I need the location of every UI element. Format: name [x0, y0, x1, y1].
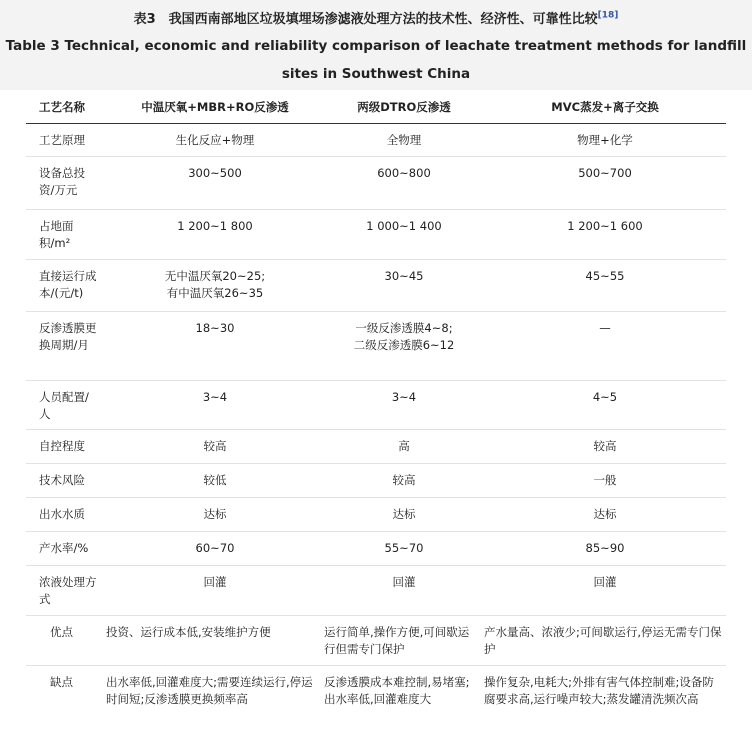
table-row: [26, 616, 726, 666]
table-cell: 投资、运行成本低,安装维护方便: [106, 616, 324, 666]
row-label: 产水率/%: [26, 532, 106, 566]
table-cell: 3~4: [106, 381, 324, 430]
table-cell: 较低: [106, 464, 324, 498]
table-cell: 生化反应+物理: [106, 124, 324, 157]
row-label: 设备总投资/万元: [26, 157, 106, 210]
table-cell: 55~70: [324, 532, 484, 566]
table-cell: 3~4: [324, 381, 484, 430]
table-cell: 1 000~1 400: [324, 210, 484, 260]
table-cell: 300~500: [106, 157, 324, 210]
row-label: 自控程度: [26, 430, 106, 464]
table-cell: 达标: [324, 498, 484, 532]
row-label: 优点: [26, 616, 106, 666]
table-row: [26, 210, 726, 260]
table-cell: 出水率低,回灌难度大;需要连续运行,停运时间短;反渗透膜更换频率高: [106, 675, 313, 706]
table-cell: 30~45: [324, 260, 484, 312]
row-label: 直接运行成本/(元/t): [26, 260, 106, 312]
row-label: 反渗透膜更换周期/月: [26, 312, 106, 381]
table-caption: [0, 0, 752, 90]
table-cell: 回灌: [484, 566, 726, 616]
table-row: [26, 312, 726, 381]
comparison-table: [26, 90, 726, 726]
row-label: 技术风险: [26, 464, 106, 498]
table-cell: 较高: [106, 430, 324, 464]
header-method-1: 中温厌氧+MBR+RO反渗透: [106, 90, 324, 124]
table-row: [26, 532, 726, 566]
table-row: [26, 498, 726, 532]
table-cell: 1 200~1 600: [484, 210, 726, 260]
table-cell: 600~800: [324, 157, 484, 210]
table-header-row: [26, 90, 726, 124]
table-cell: 18~30: [106, 312, 324, 381]
table-cell: 高: [324, 430, 484, 464]
table-cell: 达标: [106, 498, 324, 532]
header-process-name: 工艺名称: [26, 90, 106, 124]
row-label: 占地面积/m²: [26, 210, 106, 260]
table-row: [26, 666, 726, 726]
row-label: 缺点: [50, 675, 73, 689]
table-cell: 反渗透膜成本难控制,易堵塞;出水率低,回灌难度大: [324, 675, 470, 706]
table-row: [26, 464, 726, 498]
row-label: 出水水质: [26, 498, 106, 532]
table-cell: 产水量高、浓液少;可间歇运行,停运无需专门保护: [484, 616, 726, 666]
table-cell: 回灌: [106, 566, 324, 616]
table-cell: 45~55: [484, 260, 726, 312]
table-cell: 较高: [484, 430, 726, 464]
header-method-2: 两级DTRO反渗透: [324, 90, 484, 124]
table-row: [26, 124, 726, 157]
table-cell: 操作复杂,电耗大;外排有害气体控制难;设备防腐要求高,运行噪声较大;蒸发罐清洗频次高: [484, 675, 714, 706]
table-cell: 一般: [484, 464, 726, 498]
table-cell: 500~700: [484, 157, 726, 210]
table-cell: 60~70: [106, 532, 324, 566]
citation-link[interactable]: [18]: [597, 10, 619, 21]
table-cell: 回灌: [324, 566, 484, 616]
table-row: [26, 157, 726, 210]
caption-title-en-line1: Table 3 Technical, economic and reliability comparison of leachate treatment methods for landfill: [5, 38, 747, 54]
table-cell: 85~90: [484, 532, 726, 566]
header-method-3: MVC蒸发+离子交换: [484, 90, 726, 124]
caption-title-en-line2: sites in Southwest China: [281, 66, 471, 82]
row-label: 浓液处理方式: [26, 566, 106, 616]
table-cell: 全物理: [324, 124, 484, 157]
row-label: 工艺原理: [26, 124, 106, 157]
table-row: [26, 381, 726, 430]
table-cell: 运行简单,操作方便,可间歇运行但需专门保护: [324, 616, 484, 666]
table-cell: 达标: [484, 498, 726, 532]
table-row: [26, 430, 726, 464]
table-cell: 4~5: [484, 381, 726, 430]
row-label: 人员配置/人: [26, 381, 106, 430]
table-cell: 1 200~1 800: [106, 210, 324, 260]
caption-title-zh: 表3 我国西南部地区垃圾填埋场渗滤液处理方法的技术性、经济性、可靠性比较[18]: [133, 10, 619, 27]
table-cell: 物理+化学: [484, 124, 726, 157]
table-cell: 较高: [324, 464, 484, 498]
table-cell: —: [484, 312, 726, 381]
table-cell: 无中温厌氧20~25; 有中温厌氧26~35: [106, 260, 324, 312]
table-row: [26, 566, 726, 616]
table-row: [26, 260, 726, 312]
table-cell: 一级反渗透膜4~8; 二级反渗透膜6~12: [324, 312, 484, 381]
